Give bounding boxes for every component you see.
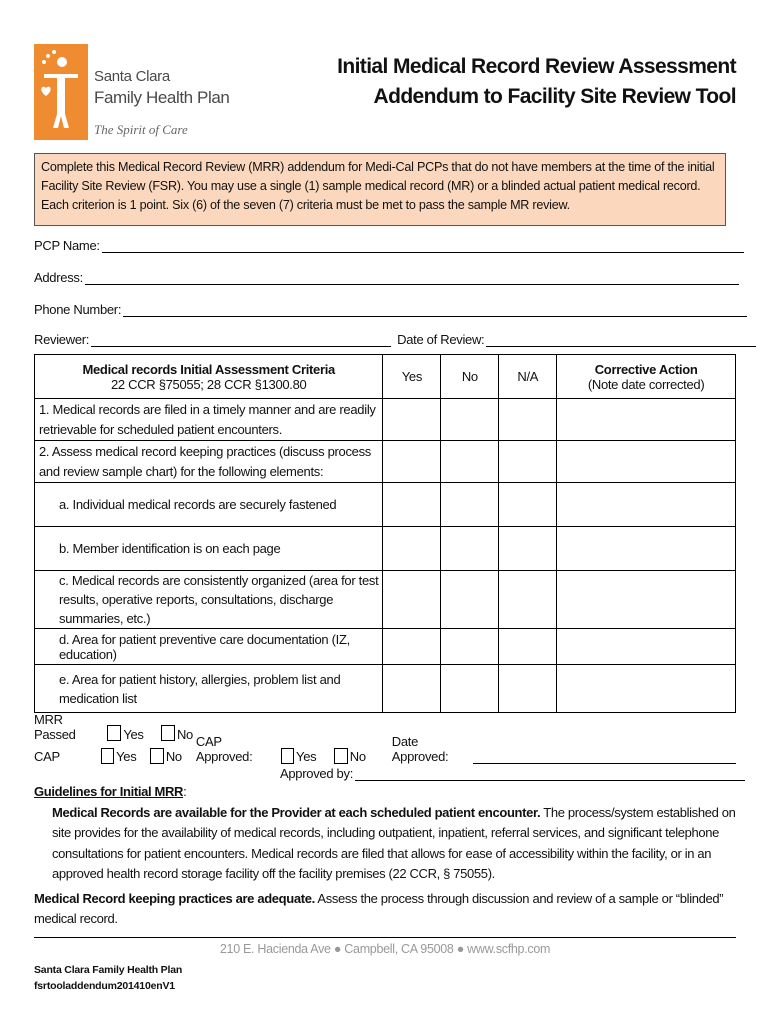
guidelines-paragraph-2 (34, 889, 738, 930)
logo-tagline: The Spirit of Care (94, 122, 188, 137)
intro-box: Complete this Medical Record Review (MRR) addendum for Medi-Cal PCPs that do not have members at the time of the initial Facility Site Review (FSR). You may use a single (1) sample medical record (MR) or a blinded actual patient medical record. Each criterion is 1 point. Six (6) of the seven (7) criteria must be met to pass the sample MR review. (34, 153, 726, 226)
cell-yes[interactable] (383, 571, 441, 629)
footer-divider (34, 937, 736, 938)
cap-approved-label: CAP Approved: (195, 734, 253, 764)
table-header-row (35, 355, 736, 399)
no-header: No (441, 355, 499, 399)
address-label: Address: (34, 270, 83, 285)
cell-na[interactable] (499, 527, 557, 571)
reviewer-field[interactable] (34, 332, 756, 347)
table-row (35, 483, 736, 527)
cell-corrective-action[interactable] (557, 629, 736, 665)
approved-by-line[interactable] (355, 766, 745, 781)
cell-na[interactable] (499, 399, 557, 441)
cell-no[interactable] (441, 665, 499, 713)
cell-yes[interactable] (383, 629, 441, 665)
address-field[interactable] (34, 270, 739, 285)
pcp-name-label: PCP Name: (34, 238, 100, 253)
table-row (35, 399, 736, 441)
title-line2: Addendum to Facility Site Review Tool (373, 85, 736, 108)
date-approved-line[interactable] (473, 749, 736, 764)
guidelines-paragraph-1 (34, 803, 738, 885)
criterion-2: 2. Assess medical record keeping practices (discuss process and review sample chart) for the following elements: (35, 441, 383, 483)
cell-corrective-action[interactable] (557, 527, 736, 571)
pcp-name-field[interactable] (34, 238, 744, 253)
phone-label: Phone Number: (34, 302, 122, 317)
footer-address: 210 E. Hacienda Ave ● Campbell, CA 95008 ● www.scfhp.com (219, 942, 551, 956)
guidelines-p1-text: The process/system established on site provides for the availability of medical records, including outpatient, inpatient, referral services, and significant telephone consultations for patient encounters. Medical records are filed that allows for ease of accessibility within the facility, or in an approved health record storage facility off the facility premises (22 CCR, § 75055). (52, 804, 736, 881)
cell-no[interactable] (441, 483, 499, 527)
cell-corrective-action[interactable] (557, 665, 736, 713)
guidelines-p1-bold: Medical Records are available for the Provider at each scheduled patient encounter. (52, 804, 541, 820)
date-approved-label: Date Approved: (391, 734, 449, 764)
cell-no[interactable] (441, 527, 499, 571)
address-line[interactable] (85, 270, 739, 285)
criterion-2b: b. Member identification is on each page (35, 527, 383, 571)
cell-no[interactable] (441, 571, 499, 629)
cap-yes-label: Yes (116, 749, 137, 764)
cell-no (441, 441, 499, 483)
footer-org-name: Santa Clara Family Health Plan (34, 964, 183, 976)
cell-corrective-action[interactable] (557, 399, 736, 441)
cap-approved-no-label: No (349, 749, 366, 764)
date-of-review-label: Date of Review: (397, 332, 485, 347)
cap-approved-yes-checkbox[interactable] (281, 748, 294, 764)
cell-yes[interactable] (383, 483, 441, 527)
mrr-passed-label: MRR Passed (34, 712, 76, 742)
table-row (35, 665, 736, 713)
criteria-header: Medical records Initial Assessment Criteria 22 CCR §75055; 28 CCR §1300.80 (35, 355, 383, 399)
cap-approved-yes-label: Yes (296, 749, 317, 764)
cap-label: CAP (34, 749, 60, 764)
corrective-action-header: Corrective Action (Note date corrected) (557, 355, 736, 399)
guidelines-heading: Guidelines for Initial MRR (34, 784, 184, 799)
cell-yes[interactable] (383, 665, 441, 713)
approved-by-label: Approved by: (280, 766, 354, 781)
footer-doc-id: fsrtooladdendum201410enV1 (34, 980, 175, 992)
table-row (35, 629, 736, 665)
approved-by-row (280, 766, 745, 781)
criterion-2c: c. Medical records are consistently organized (area for test results, operative reports, consultations, discharge summaries, etc.) (35, 571, 383, 629)
cell-na[interactable] (499, 665, 557, 713)
pcp-name-line[interactable] (102, 238, 744, 253)
cell-yes (383, 441, 441, 483)
date-of-review-line[interactable] (486, 332, 756, 347)
cell-yes[interactable] (383, 527, 441, 571)
criterion-2d: d. Area for patient preventive care documentation (IZ, education) (35, 629, 383, 665)
cell-corrective-action (557, 441, 736, 483)
na-header: N/A (499, 355, 557, 399)
criterion-2a: a. Individual medical records are securely fastened (35, 483, 383, 527)
cell-na[interactable] (499, 483, 557, 527)
cell-na[interactable] (499, 571, 557, 629)
phone-line[interactable] (123, 302, 747, 317)
table-row (35, 571, 736, 629)
cell-na (499, 441, 557, 483)
cap-no-checkbox[interactable] (150, 748, 163, 764)
footer-org (34, 962, 182, 994)
mrr-passed-yes-label: Yes (123, 727, 144, 742)
logo-name-line1: Santa Clara (94, 68, 170, 85)
cell-no[interactable] (441, 399, 499, 441)
logo (34, 44, 234, 144)
reviewer-line[interactable] (91, 332, 391, 347)
cell-corrective-action[interactable] (557, 483, 736, 527)
mrr-passed-no-label: No (176, 727, 193, 742)
criterion-2e: e. Area for patient history, allergies, problem list and medication list (35, 665, 383, 713)
criteria-table (34, 354, 736, 713)
guidelines (34, 782, 738, 930)
cap-approved-no-checkbox[interactable] (334, 748, 347, 764)
table-row (35, 441, 736, 483)
cap-no-label: No (165, 749, 182, 764)
guidelines-p2-text: Assess the process through discussion and review of a sample or “blinded” medical record. (34, 890, 724, 926)
logo-name-line2: Family Health Plan (94, 88, 230, 107)
cell-corrective-action[interactable] (557, 571, 736, 629)
yes-header: Yes (383, 355, 441, 399)
phone-field[interactable] (34, 302, 747, 317)
cell-yes[interactable] (383, 399, 441, 441)
guidelines-heading-row: Guidelines for Initial MRR: (34, 784, 187, 799)
cap-row (34, 734, 736, 764)
reviewer-label: Reviewer: (34, 332, 90, 347)
cap-yes-checkbox[interactable] (101, 748, 114, 764)
guidelines-p2-bold: Medical Record keeping practices are adequate. (34, 890, 315, 906)
cell-na[interactable] (499, 629, 557, 665)
criterion-1: 1. Medical records are filed in a timely manner and are readily retrievable for scheduled patient encounters. (35, 399, 383, 441)
page-title (337, 52, 736, 112)
title-line1: Initial Medical Record Review Assessment (337, 55, 736, 78)
cell-no[interactable] (441, 629, 499, 665)
logo-figure-icon (34, 44, 88, 140)
table-row (35, 527, 736, 571)
